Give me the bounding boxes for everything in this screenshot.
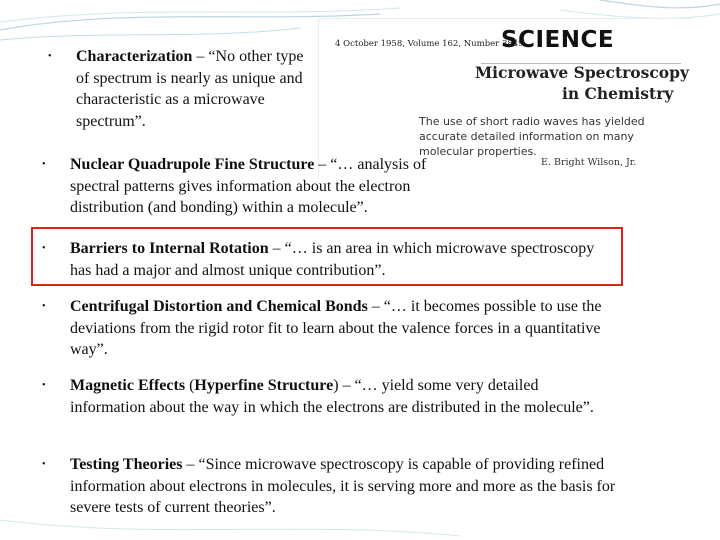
bullet-text-paren: (	[185, 377, 195, 394]
bullet-heading: Characterization	[76, 48, 193, 65]
bullet-text: – “… is an area in which microwave spectroscopy has had a major and almost unique contribution”.	[70, 240, 595, 279]
bullet-magnetic-effects	[42, 375, 610, 418]
article-title-line2: in Chemistry	[562, 84, 674, 103]
bullet-centrifugal-distortion	[42, 296, 630, 361]
bullet-text: – “Since microwave spectroscopy is capable of providing refined information about electrons in molecules, it is serving more and more as the basis for severe tests of current theories”.	[70, 456, 616, 516]
bullet-heading: Nuclear Quadrupole Fine Structure	[70, 156, 315, 173]
bullet-marker: •	[42, 159, 46, 170]
bullet-characterization	[48, 46, 312, 132]
bullet-heading: Testing Theories	[70, 456, 183, 473]
bullet-nuclear-quadrupole	[42, 154, 470, 219]
bullet-marker: •	[42, 459, 46, 470]
bullet-marker: •	[48, 51, 52, 62]
science-masthead: SCIENCE	[501, 27, 615, 53]
article-dek: The use of short radio waves has yielded accurate detailed information on many molecular properties.	[419, 115, 645, 158]
bullet-text: ) – “… yield some very detailed information about the way in which the electrons are distributed in the molecule”.	[70, 377, 594, 416]
bullet-text: – “… analysis of spectral patterns gives information about the electron distribution (and bonding) within a molecule”.	[70, 156, 427, 216]
bullet-heading: Centrifugal Distortion and Chemical Bonds	[70, 298, 368, 315]
bullet-marker: •	[42, 301, 46, 312]
bullet-text: – “… it becomes possible to use the deviations from the rigid rotor fit to learn about the valence forces in a quantitative way”.	[70, 298, 602, 358]
bullet-heading: Barriers to Internal Rotation	[70, 240, 269, 257]
issue-line: 4 October 1958, Volume 162, Number 3849	[335, 39, 524, 49]
article-author: E. Bright Wilson, Jr.	[541, 157, 637, 168]
bullet-text: – “No other type of spectrum is nearly as unique and characteristic as a microwave spectrum”.	[76, 48, 304, 130]
article-title-line1: Microwave Spectroscopy	[475, 63, 689, 82]
bullet-marker: •	[42, 380, 46, 391]
bullet-heading: Magnetic Effects	[70, 377, 186, 394]
bullet-heading-hyperfine: Hyperfine Structure	[194, 377, 334, 394]
bullet-marker: •	[42, 243, 46, 254]
bullet-testing-theories	[42, 454, 630, 519]
bullet-internal-rotation	[42, 238, 610, 281]
